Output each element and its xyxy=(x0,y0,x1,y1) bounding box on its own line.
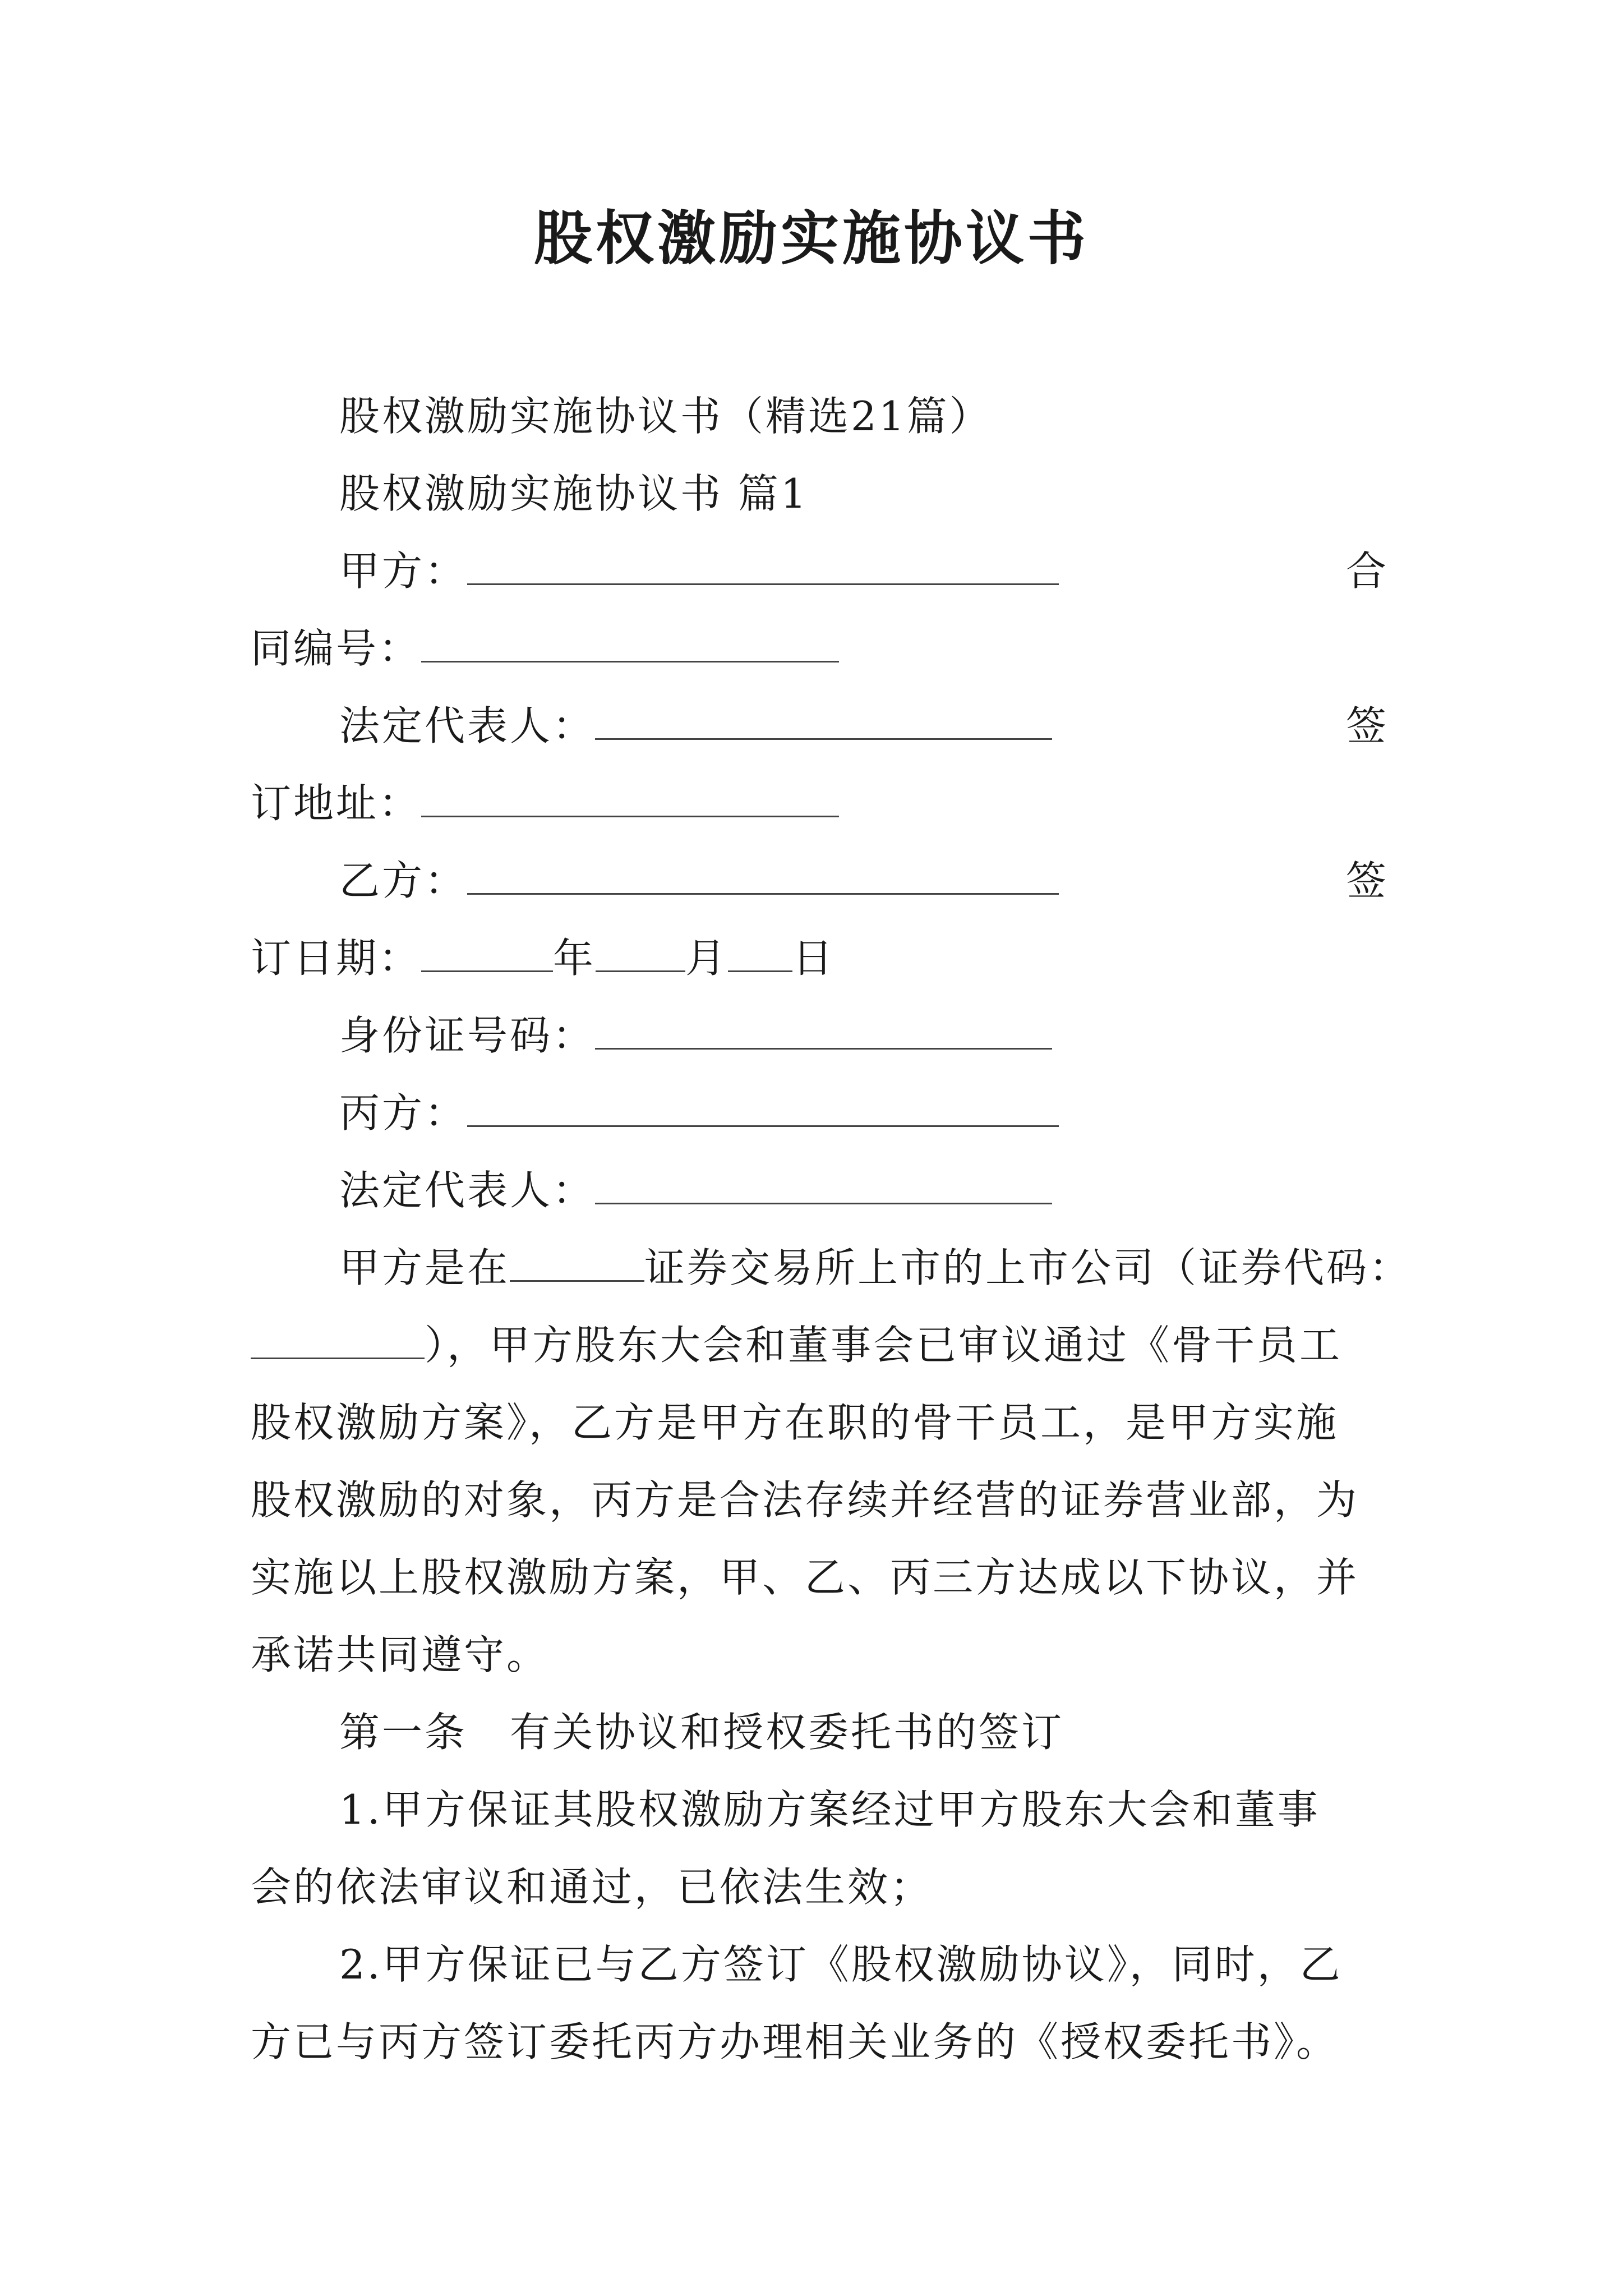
year-blank xyxy=(421,930,553,972)
id-no-label: 身份证号码： xyxy=(339,1012,596,1059)
para1-line2 xyxy=(251,1317,1342,1373)
sign-date-row xyxy=(251,930,835,986)
legal-rep-label: 法定代表人： xyxy=(339,702,596,749)
contract-no-blank xyxy=(421,620,839,662)
exchange-blank xyxy=(510,1240,644,1282)
stock-code-blank xyxy=(251,1317,425,1359)
para1-line6: 承诺共同遵守。 xyxy=(251,1631,550,1678)
para1-text-2: ），甲方股东大会和董事会已审议通过《骨干员工 xyxy=(425,1322,1343,1369)
section-heading: 股权激励实施协议书 篇1 xyxy=(339,470,809,517)
sign-date-label: 订日期： xyxy=(251,935,422,982)
para1-line4: 股权激励的对象，丙方是合法存续并经营的证券营业部，为 xyxy=(251,1476,1359,1524)
party-a-label: 甲方： xyxy=(339,547,468,595)
party-b-row xyxy=(339,853,1059,909)
party-c-row xyxy=(339,1085,1059,1141)
month-blank xyxy=(596,930,685,972)
id-no-blank xyxy=(595,1007,1052,1050)
sign-date-label-a: 签 xyxy=(1346,857,1387,904)
party-c-blank xyxy=(467,1085,1059,1127)
sign-addr-label-a: 签 xyxy=(1346,702,1387,749)
legal-rep-blank-2 xyxy=(595,1162,1052,1204)
party-a-row xyxy=(339,543,1059,599)
contract-no-label-a: 合 xyxy=(1346,547,1387,595)
month-label: 月 xyxy=(685,935,728,982)
legal-rep-row xyxy=(339,698,1052,754)
para1-line3: 股权激励方案》，乙方是甲方在职的骨干员工，是甲方实施 xyxy=(251,1399,1339,1446)
article1-item2-line2: 方已与丙方签订委托丙方办理相关业务的《授权委托书》。 xyxy=(251,2018,1339,2065)
para1-text-a: 甲方是在 xyxy=(339,1244,510,1291)
sign-addr-row xyxy=(251,775,839,831)
party-c-label: 丙方： xyxy=(339,1089,468,1137)
article1-item1-line1: 1.甲方保证其股权激励方案经过甲方股东大会和董事 xyxy=(339,1786,1320,1833)
document-title: 股权激励实施协议书 xyxy=(533,204,1089,273)
article1-heading: 第一条 有关协议和授权委托书的签订 xyxy=(339,1709,1064,1756)
contract-no-row xyxy=(251,620,839,677)
para1-line5: 实施以上股权激励方案，甲、乙、丙三方达成以下协议，并 xyxy=(251,1554,1359,1601)
sign-addr-blank xyxy=(421,775,839,817)
contract-no-label: 同编号： xyxy=(251,625,422,672)
para1-text-b: 证券交易所上市的上市公司（证券代码： xyxy=(644,1244,1412,1291)
legal-rep-row-2 xyxy=(339,1162,1052,1218)
party-a-blank xyxy=(467,543,1059,585)
party-b-label: 乙方： xyxy=(339,857,468,904)
party-b-blank xyxy=(467,853,1059,895)
subtitle: 股权激励实施协议书（精选21篇） xyxy=(339,393,992,440)
legal-rep-label-2: 法定代表人： xyxy=(339,1167,596,1214)
para1-line1 xyxy=(339,1240,1412,1296)
year-label: 年 xyxy=(553,935,596,982)
legal-rep-blank xyxy=(595,698,1052,740)
day-blank xyxy=(728,930,792,972)
article1-item1-line2: 会的依法审议和通过，已依法生效； xyxy=(251,1864,933,1911)
day-label: 日 xyxy=(792,935,836,982)
sign-addr-label: 订地址： xyxy=(251,780,422,827)
article1-item2-line1: 2.甲方保证已与乙方签订《股权激励协议》，同时，乙 xyxy=(339,1941,1343,1988)
id-no-row xyxy=(339,1007,1052,1064)
